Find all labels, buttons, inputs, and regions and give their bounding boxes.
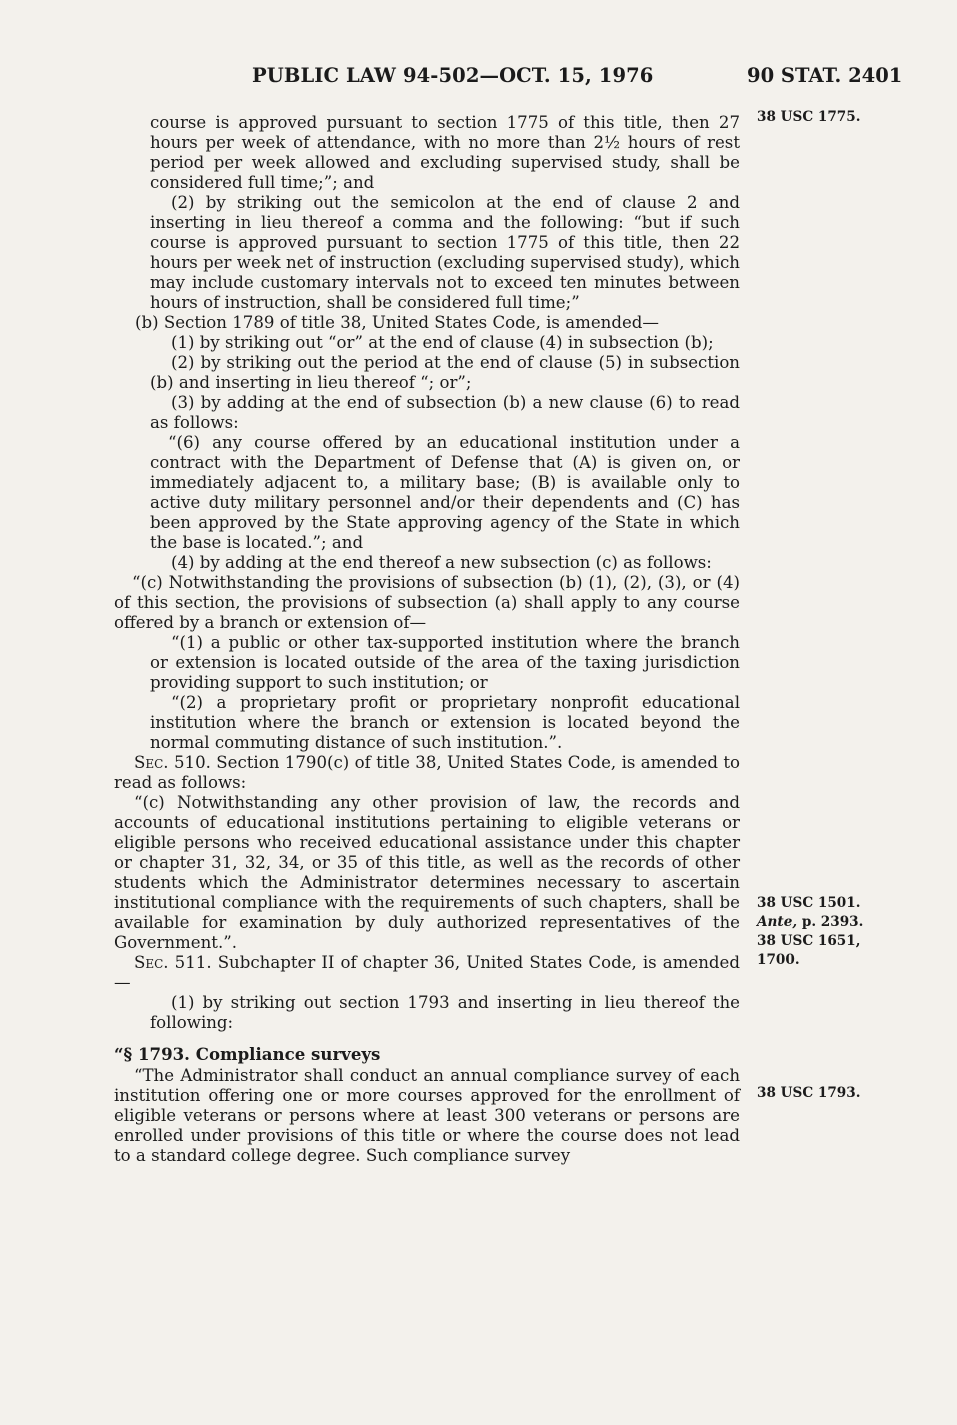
margin-citation-group bbox=[757, 894, 952, 970]
paragraph-c-1: “(1) a public or other tax-supported institution where the branch or extension is located outside of the area of the taxing jurisdiction providing support to such institution; or bbox=[150, 633, 740, 692]
section-heading-1793: “§ 1793. Compliance surveys bbox=[114, 1044, 381, 1064]
paragraph-subsection-c: “(c) Notwithstanding the provisions of subsection (b) (1), (2), (3), or (4) of this section, the provisions of subsection (a) shall apply to any course offered by a branch or extension of— bbox=[114, 573, 740, 632]
statute-body bbox=[114, 113, 740, 1166]
page-header bbox=[0, 64, 957, 94]
paragraph-clause-2: (2) by striking out the semicolon at the end of clause 2 and inserting in lieu thereof a comma and the following: “but if such course is approved pursuant to section 1775 of this title, then 22 hours per week net of instruction (excluding supervised study), which may include customary intervals not to exceed ten minutes between hours of instruction, shall be considered full time;” bbox=[150, 193, 740, 312]
section-511 bbox=[114, 953, 740, 993]
section-label: Sec. 510. bbox=[134, 753, 211, 772]
section-510-text: Section 1790(c) of title 38, United States Code, is amended to read as follows: bbox=[114, 753, 740, 792]
margin-note bbox=[757, 913, 952, 932]
section-510 bbox=[114, 753, 740, 793]
margin-note-italic: Ante, bbox=[757, 914, 798, 930]
margin-note: 38 USC 1651, bbox=[757, 933, 861, 949]
margin-citation-1793 bbox=[757, 1084, 952, 1103]
public-law-title: PUBLIC LAW 94-502—OCT. 15, 1976 bbox=[252, 64, 654, 87]
paragraph-b-3: (3) by adding at the end of subsection (b) a new clause (6) to read as follows: bbox=[150, 393, 740, 432]
paragraph-subsection-b: (b) Section 1789 of title 38, United States Code, is amended— bbox=[135, 313, 660, 332]
margin-citation-1775 bbox=[757, 108, 952, 127]
margin-note-rest: p. 2393. bbox=[797, 914, 864, 930]
paragraph-c-2: “(2) a proprietary profit or proprietary nonprofit educational institution where the branch or extension is located beyond the normal commuting distance of such institution.”. bbox=[150, 693, 740, 752]
margin-note: 1700. bbox=[757, 952, 800, 968]
section-label: Sec. 511. bbox=[134, 953, 212, 972]
margin-note: 38 USC 1501. bbox=[757, 895, 861, 911]
margin-note: 38 USC 1775. bbox=[757, 109, 861, 125]
paragraph-b-4: (4) by adding at the end thereof a new subsection (c) as follows: bbox=[171, 553, 712, 572]
paragraph-511-1: (1) by striking out section 1793 and inserting in lieu thereof the following: bbox=[150, 993, 740, 1032]
paragraph-b-2: (2) by striking out the period at the end of clause (5) in subsection (b) and inserting in lieu thereof “; or”; bbox=[150, 353, 740, 392]
paragraph-clause-6: “(6) any course offered by an educational institution under a contract with the Department of Defense that (A) is given on, or immediately adjacent to, a military base; (B) is available only to active duty military personnel and/or their dependents and (C) has been approved by the State approving agency of the State in which the base is located.”; and bbox=[150, 433, 740, 552]
paragraph-compliance-survey: “The Administrator shall conduct an annual compliance survey of each institution offering one or more courses approved for the enrollment of eligible veterans or persons where at least 300 veterans or persons are enrolled under provisions of this title or where the course does not lead to a standard college degree. Such compliance survey bbox=[114, 1066, 740, 1165]
statute-page-number: 90 STAT. 2401 bbox=[747, 64, 903, 87]
margin-note: 38 USC 1793. bbox=[757, 1085, 861, 1101]
paragraph-b-1: (1) by striking out “or” at the end of clause (4) in subsection (b); bbox=[171, 333, 714, 352]
paragraph-continuation: course is approved pursuant to section 1775 of this title, then 27 hours per week of attendance, with no more than 2½ hours of rest period per week allowed and excluding supervised study, shall be considered full time;”; and bbox=[150, 113, 740, 192]
section-511-text: Subchapter II of chapter 36, United States Code, is amended— bbox=[114, 953, 740, 992]
paragraph-1790c: “(c) Notwithstanding any other provision of law, the records and accounts of educational institutions pertaining to eligible veterans or eligible persons who received educational assistance under this chapter or chapter 31, 32, 34, or 35 of this title, as well as the records of other students which the Administrator determines necessary to ascertain institutional compliance with the requirements of such chapters, shall be available for examination by duly authorized representatives of the Government.”. bbox=[114, 793, 740, 952]
